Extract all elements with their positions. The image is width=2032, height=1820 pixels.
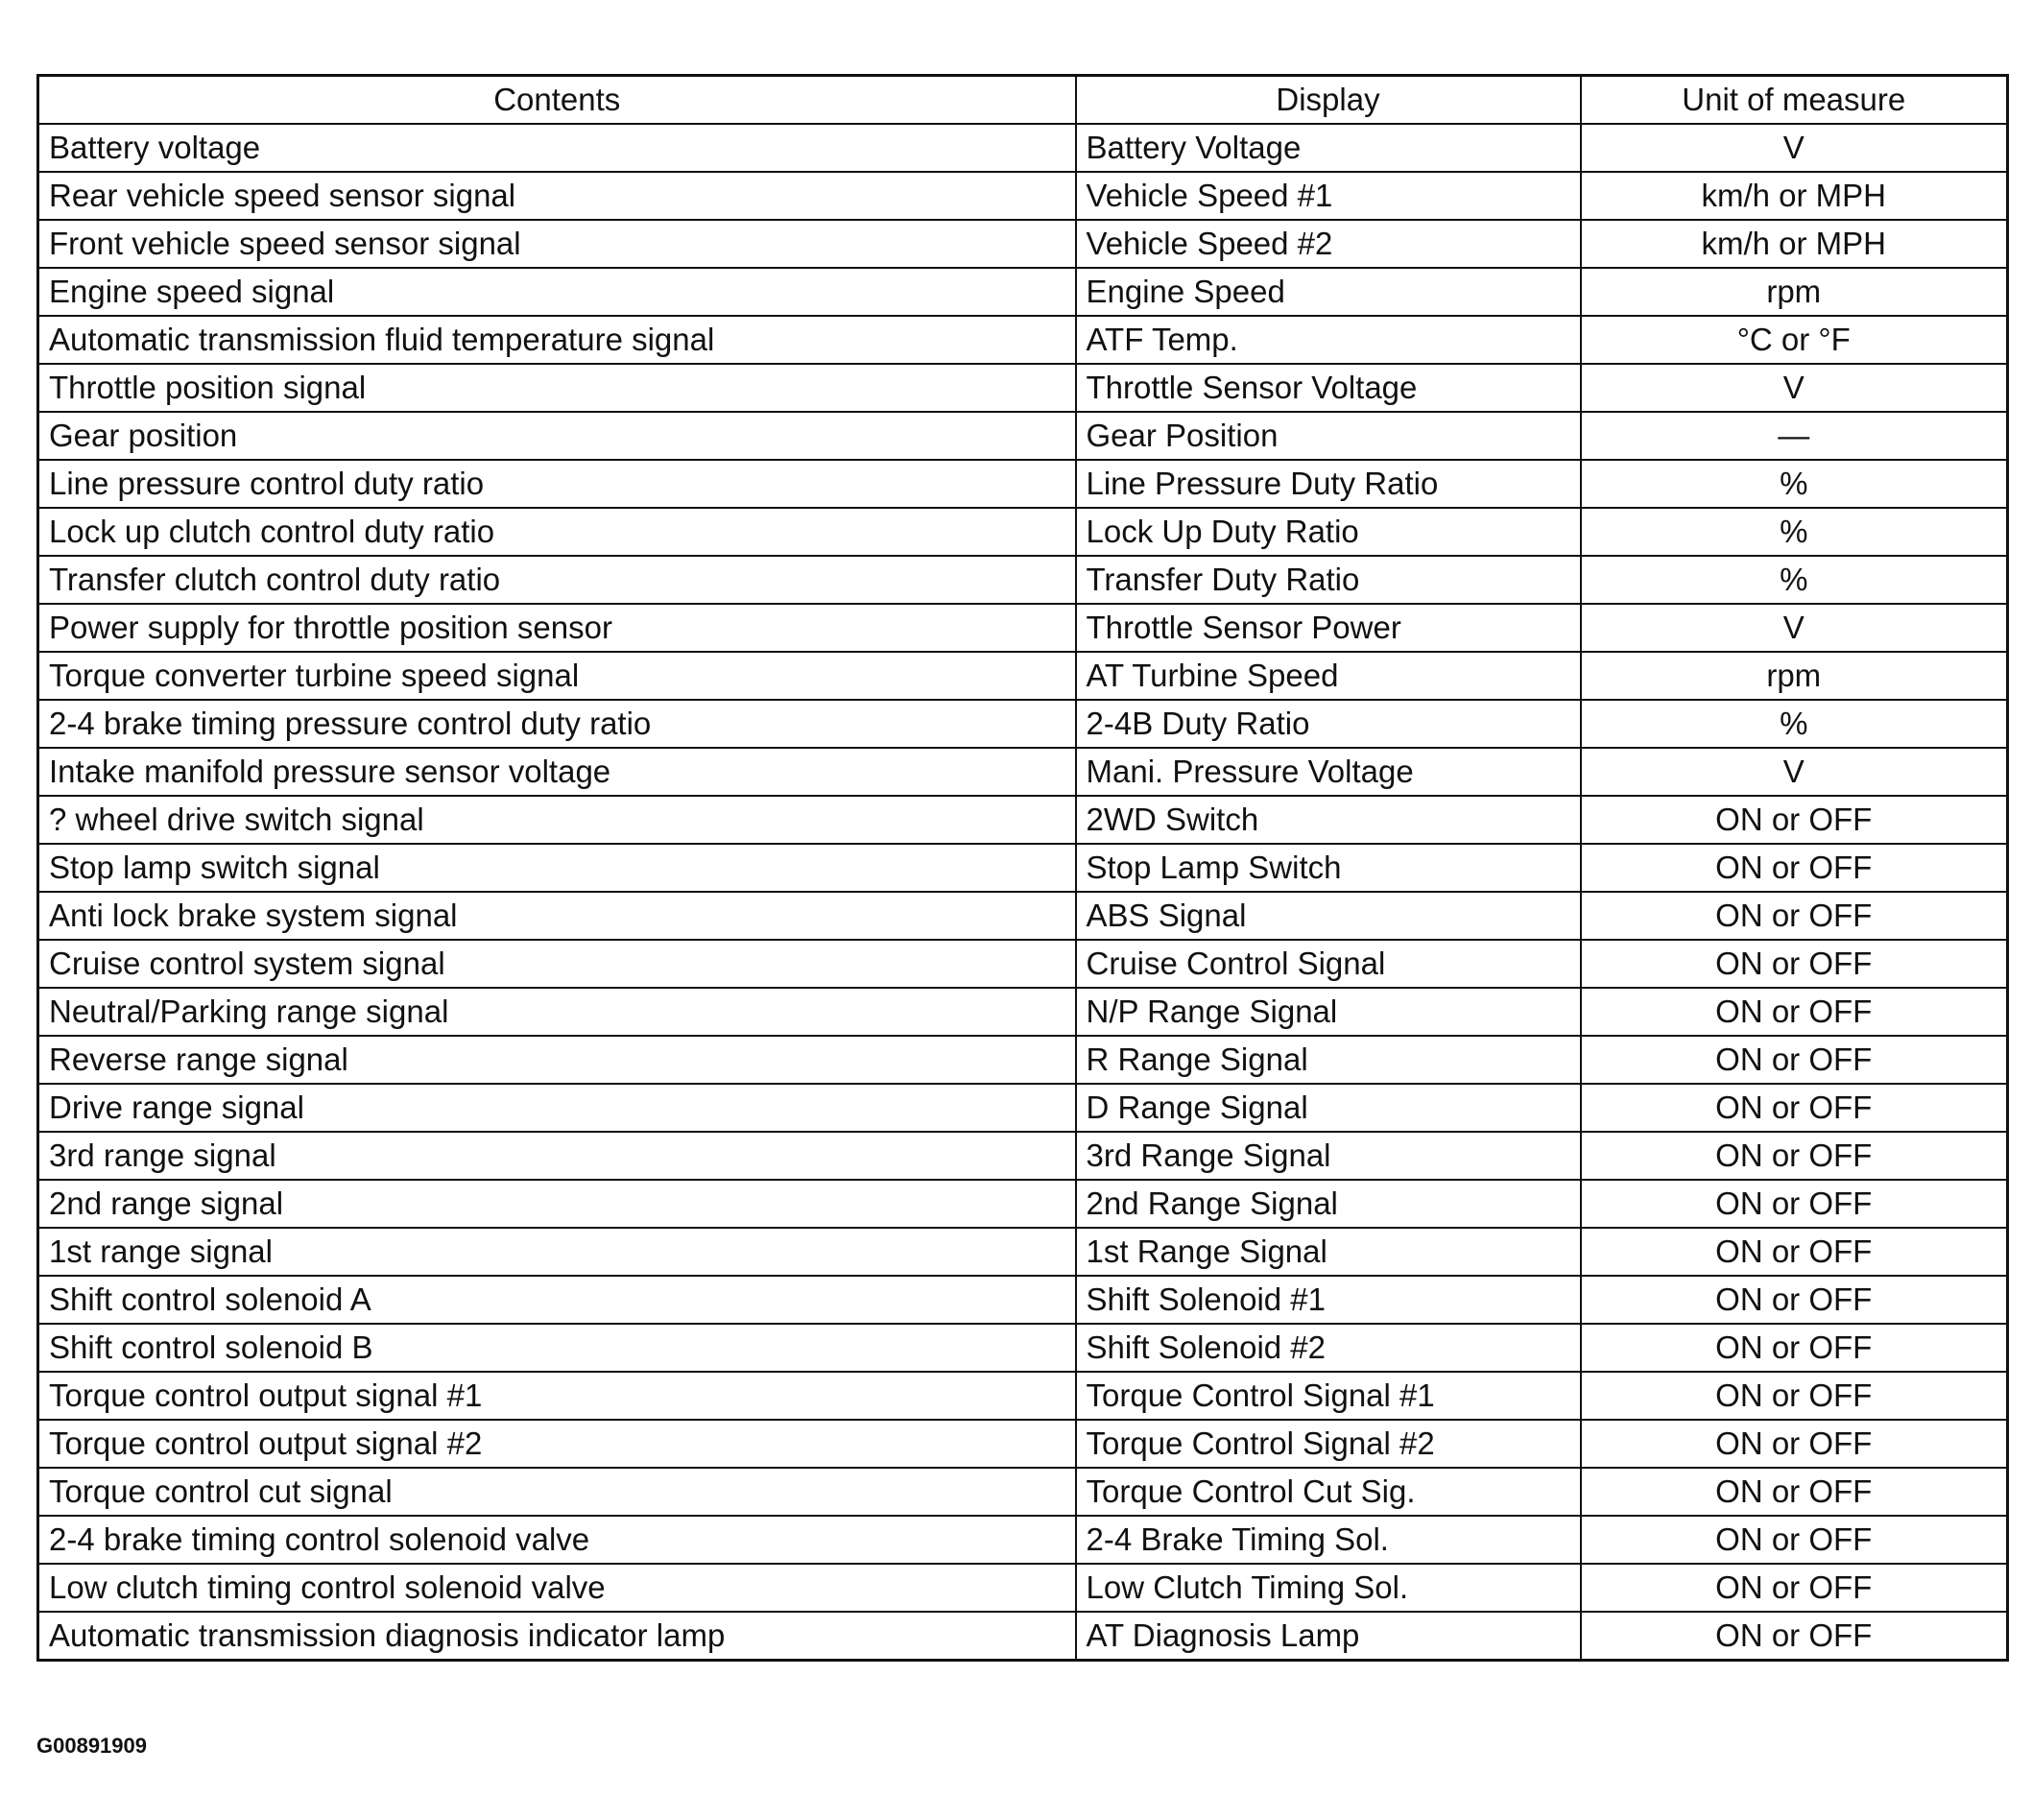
- table-row: [38, 268, 2008, 316]
- unit-cell: %: [1581, 556, 2008, 604]
- contents-cell: 3rd range signal: [38, 1132, 1076, 1180]
- display-cell: Throttle Sensor Voltage: [1076, 364, 1581, 412]
- unit-cell: ON or OFF: [1581, 1420, 2008, 1468]
- document-sheet: [36, 74, 2006, 1662]
- unit-cell: ON or OFF: [1581, 1324, 2008, 1372]
- unit-cell: ON or OFF: [1581, 1036, 2008, 1084]
- unit-cell: ON or OFF: [1581, 1612, 2008, 1661]
- table-row: [38, 796, 2008, 844]
- table-row: [38, 1612, 2008, 1661]
- display-cell: 2nd Range Signal: [1076, 1180, 1581, 1228]
- table-row: [38, 1564, 2008, 1612]
- contents-cell: Automatic transmission fluid temperature signal: [38, 316, 1076, 364]
- table-row: [38, 1036, 2008, 1084]
- table-row: [38, 652, 2008, 700]
- table-row: [38, 316, 2008, 364]
- contents-cell: Lock up clutch control duty ratio: [38, 508, 1076, 556]
- display-cell: Gear Position: [1076, 412, 1581, 460]
- contents-cell: Battery voltage: [38, 124, 1076, 172]
- contents-cell: Automatic transmission diagnosis indicator lamp: [38, 1612, 1076, 1661]
- display-cell: 3rd Range Signal: [1076, 1132, 1581, 1180]
- figure-id: G00891909: [36, 1734, 147, 1758]
- display-cell: Battery Voltage: [1076, 124, 1581, 172]
- header-unit-of-measure: Unit of measure: [1581, 76, 2008, 125]
- unit-cell: V: [1581, 748, 2008, 796]
- table-row: [38, 1516, 2008, 1564]
- table-row: [38, 220, 2008, 268]
- unit-cell: ON or OFF: [1581, 796, 2008, 844]
- display-cell: AT Turbine Speed: [1076, 652, 1581, 700]
- contents-cell: Torque control output signal #1: [38, 1372, 1076, 1420]
- unit-cell: ON or OFF: [1581, 892, 2008, 940]
- table-row: [38, 1180, 2008, 1228]
- display-cell: Torque Control Cut Sig.: [1076, 1468, 1581, 1516]
- unit-cell: ON or OFF: [1581, 1180, 2008, 1228]
- display-cell: Shift Solenoid #2: [1076, 1324, 1581, 1372]
- table-row: [38, 1228, 2008, 1276]
- unit-cell: °C or °F: [1581, 316, 2008, 364]
- contents-cell: Gear position: [38, 412, 1076, 460]
- contents-cell: ? wheel drive switch signal: [38, 796, 1076, 844]
- table-row: [38, 748, 2008, 796]
- unit-cell: V: [1581, 604, 2008, 652]
- unit-cell: km/h or MPH: [1581, 220, 2008, 268]
- display-cell: Torque Control Signal #2: [1076, 1420, 1581, 1468]
- header-display: Display: [1076, 76, 1581, 125]
- contents-cell: Engine speed signal: [38, 268, 1076, 316]
- contents-cell: 1st range signal: [38, 1228, 1076, 1276]
- unit-cell: ON or OFF: [1581, 940, 2008, 988]
- display-cell: Shift Solenoid #1: [1076, 1276, 1581, 1324]
- contents-cell: Drive range signal: [38, 1084, 1076, 1132]
- table-row: [38, 892, 2008, 940]
- contents-cell: Torque control cut signal: [38, 1468, 1076, 1516]
- table-row: [38, 1324, 2008, 1372]
- unit-cell: ON or OFF: [1581, 1132, 2008, 1180]
- unit-cell: ON or OFF: [1581, 1228, 2008, 1276]
- display-cell: Cruise Control Signal: [1076, 940, 1581, 988]
- contents-cell: Anti lock brake system signal: [38, 892, 1076, 940]
- contents-cell: Low clutch timing control solenoid valve: [38, 1564, 1076, 1612]
- table-row: [38, 1468, 2008, 1516]
- unit-cell: ON or OFF: [1581, 988, 2008, 1036]
- monitor-data-table: [36, 74, 2009, 1662]
- contents-cell: Cruise control system signal: [38, 940, 1076, 988]
- table-row: [38, 700, 2008, 748]
- contents-cell: Intake manifold pressure sensor voltage: [38, 748, 1076, 796]
- contents-cell: 2-4 brake timing pressure control duty ratio: [38, 700, 1076, 748]
- unit-cell: V: [1581, 364, 2008, 412]
- contents-cell: Line pressure control duty ratio: [38, 460, 1076, 508]
- contents-cell: Neutral/Parking range signal: [38, 988, 1076, 1036]
- contents-cell: Transfer clutch control duty ratio: [38, 556, 1076, 604]
- table-row: [38, 1084, 2008, 1132]
- display-cell: Line Pressure Duty Ratio: [1076, 460, 1581, 508]
- table-body: [38, 124, 2008, 1661]
- display-cell: 1st Range Signal: [1076, 1228, 1581, 1276]
- unit-cell: %: [1581, 700, 2008, 748]
- unit-cell: ON or OFF: [1581, 1564, 2008, 1612]
- display-cell: AT Diagnosis Lamp: [1076, 1612, 1581, 1661]
- display-cell: 2WD Switch: [1076, 796, 1581, 844]
- table-row: [38, 1420, 2008, 1468]
- table-row: [38, 364, 2008, 412]
- display-cell: 2-4 Brake Timing Sol.: [1076, 1516, 1581, 1564]
- header-contents: Contents: [38, 76, 1076, 125]
- contents-cell: Rear vehicle speed sensor signal: [38, 172, 1076, 220]
- display-cell: Transfer Duty Ratio: [1076, 556, 1581, 604]
- unit-cell: %: [1581, 508, 2008, 556]
- display-cell: Throttle Sensor Power: [1076, 604, 1581, 652]
- display-cell: ABS Signal: [1076, 892, 1581, 940]
- table-row: [38, 508, 2008, 556]
- display-cell: Stop Lamp Switch: [1076, 844, 1581, 892]
- table-row: [38, 556, 2008, 604]
- table-row: [38, 412, 2008, 460]
- unit-cell: ON or OFF: [1581, 1372, 2008, 1420]
- contents-cell: Torque control output signal #2: [38, 1420, 1076, 1468]
- contents-cell: 2-4 brake timing control solenoid valve: [38, 1516, 1076, 1564]
- display-cell: R Range Signal: [1076, 1036, 1581, 1084]
- unit-cell: %: [1581, 460, 2008, 508]
- contents-cell: Torque converter turbine speed signal: [38, 652, 1076, 700]
- table-row: [38, 604, 2008, 652]
- display-cell: D Range Signal: [1076, 1084, 1581, 1132]
- unit-cell: V: [1581, 124, 2008, 172]
- contents-cell: Shift control solenoid B: [38, 1324, 1076, 1372]
- unit-cell: ON or OFF: [1581, 1516, 2008, 1564]
- unit-cell: ON or OFF: [1581, 1276, 2008, 1324]
- table-row: [38, 1372, 2008, 1420]
- display-cell: Lock Up Duty Ratio: [1076, 508, 1581, 556]
- display-cell: Mani. Pressure Voltage: [1076, 748, 1581, 796]
- table-row: [38, 988, 2008, 1036]
- display-cell: ATF Temp.: [1076, 316, 1581, 364]
- table-row: [38, 172, 2008, 220]
- table-row: [38, 844, 2008, 892]
- contents-cell: Front vehicle speed sensor signal: [38, 220, 1076, 268]
- unit-cell: rpm: [1581, 268, 2008, 316]
- contents-cell: Shift control solenoid A: [38, 1276, 1076, 1324]
- unit-cell: rpm: [1581, 652, 2008, 700]
- unit-cell: ON or OFF: [1581, 844, 2008, 892]
- table-header: [38, 76, 2008, 125]
- contents-cell: Throttle position signal: [38, 364, 1076, 412]
- display-cell: Low Clutch Timing Sol.: [1076, 1564, 1581, 1612]
- table-row: [38, 1132, 2008, 1180]
- contents-cell: 2nd range signal: [38, 1180, 1076, 1228]
- unit-cell: km/h or MPH: [1581, 172, 2008, 220]
- display-cell: Torque Control Signal #1: [1076, 1372, 1581, 1420]
- header-row: [38, 76, 2008, 125]
- display-cell: Vehicle Speed #1: [1076, 172, 1581, 220]
- unit-cell: ON or OFF: [1581, 1468, 2008, 1516]
- contents-cell: Stop lamp switch signal: [38, 844, 1076, 892]
- display-cell: Vehicle Speed #2: [1076, 220, 1581, 268]
- table-row: [38, 940, 2008, 988]
- contents-cell: Power supply for throttle position sensor: [38, 604, 1076, 652]
- display-cell: Engine Speed: [1076, 268, 1581, 316]
- unit-cell: ON or OFF: [1581, 1084, 2008, 1132]
- display-cell: 2-4B Duty Ratio: [1076, 700, 1581, 748]
- unit-cell: —: [1581, 412, 2008, 460]
- display-cell: N/P Range Signal: [1076, 988, 1581, 1036]
- table-row: [38, 1276, 2008, 1324]
- table-row: [38, 460, 2008, 508]
- contents-cell: Reverse range signal: [38, 1036, 1076, 1084]
- table-row: [38, 124, 2008, 172]
